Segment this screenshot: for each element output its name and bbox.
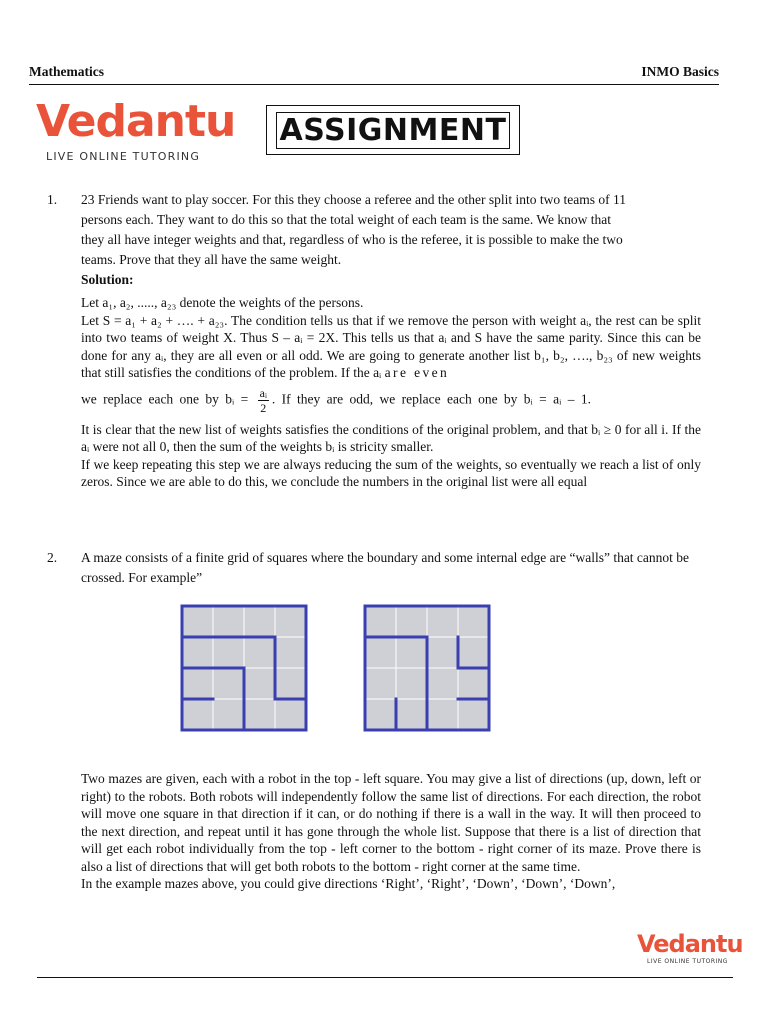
fraction-denominator: 2 [260,400,267,415]
solution-para-5: If we keep repeating this step we are always reducing the sum of the weights, so eventually we reach a list of only zeros. Since we are able to do this, we conclude the numbers in the original list were all equal [81,456,701,489]
question-2-body [81,770,701,893]
maze-1 [180,604,308,732]
footer-rule [37,977,733,978]
solution-para-2 [81,312,701,382]
q1-line-4: teams. Prove that they all have the same weight. [81,252,342,267]
question-1-number: 1. [47,192,58,207]
subject-label: Mathematics [29,64,104,79]
assignment-title-box [266,105,520,155]
logo-word: Vedantu [36,96,236,147]
q1-line-1: 23 Friends want to play soccer. For this they choose a referee and the other split into two teams of 11 [81,192,626,207]
solution-para-3-post: . If they are odd, we replace each one by bᵢ = aᵢ – 1. [271,391,591,407]
solution-para-3-pre: we replace each one by bᵢ = [81,391,249,407]
fraction-ai-over-2 [258,386,269,415]
page-header [29,64,719,85]
maze-2 [363,604,491,732]
question-2-number: 2. [47,550,58,565]
vedantu-logo [36,96,236,168]
assignment-title: ASSIGNMENT [276,112,511,149]
q1-line-3: they all have integer weights and that, regardless of who is the referee, it is possible to make the two [81,232,623,247]
solution-para-3 [81,386,701,415]
footer-logo [637,930,743,970]
q2-paragraph-1: Two mazes are given, each with a robot in the top - left square. You may give a list of directions (up, down, left or right) to the robots. Both robots will independently follow the same list of directions. For each direction, the robot will move one square in that direction if it can, or do nothing if there is a wall in the way. It will then proceed to the next direction, and repeat until it has gone through the whole list. Suppose that there is a list of direction that will get each robot individually from the top - left corner to the bottom - right corner of its maze. Prove there is also a list of directions that will get both robots to the bottom - right corner at the same time. [81,771,701,874]
solution-para-4: It is clear that the new list of weights satisfies the conditions of the original problem, and that bᵢ ≥ 0 for all i. If the aᵢ were not all 0, then the sum of the weights bᵢ is stricity smaller. [81,421,701,454]
solution-line-1: Let a₁, a₂, ....., a₂₃ denote the weights of the persons. [81,295,364,310]
fraction-numerator: aᵢ [259,385,267,400]
solution-label: Solution: [81,272,134,287]
q1-line-2: persons each. They want to do this so that the total weight of each team is the same. We know that [81,212,612,227]
question-1-solution [81,294,701,491]
footer-logo-word: Vedantu [637,930,743,958]
q2-paragraph-2: In the example mazes above, you could give directions ‘Right’, ‘Right’, ‘Down’, ‘Down’, ‘Down’, [81,876,616,891]
logo-tagline: LIVE ONLINE TUTORING [46,150,201,163]
solution-para-2-text: Let S = a₁ + a₂ + …. + a₂₃. The condition tells us that if we remove the person with weight aᵢ, the rest can be split into two teams of weight X. Thus S – aᵢ = 2X. This tells us that aᵢ and S have the same parity. Since this can be done for any aᵢ, they are all even or all odd. We are going to generate another list b₁, b₂, …., b₂₃ of new weights that still satisfies the conditions of the problem. If the aᵢ [81,312,701,380]
course-label: INMO Basics [641,64,719,79]
footer-logo-tagline: LIVE ONLINE TUTORING [647,958,728,965]
question-1-text [81,190,701,290]
solution-para-2-tail: are even [384,365,450,380]
question-2-intro: A maze consists of a finite grid of squares where the boundary and some internal edge are “walls” that cannot be crossed. For example” [81,550,690,585]
